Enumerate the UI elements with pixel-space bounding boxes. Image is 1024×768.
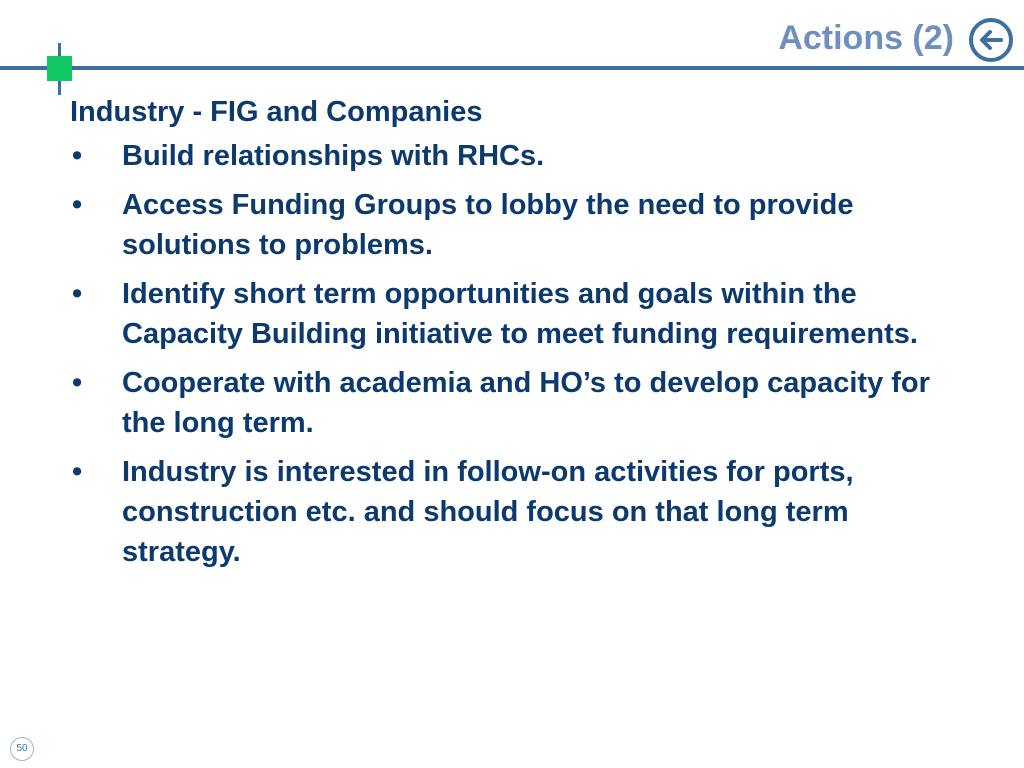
bullet-text: Build relationships with RHCs. (122, 140, 545, 172)
bullet-icon: • (72, 456, 83, 488)
bullet-item (70, 363, 950, 443)
bullet-item (70, 274, 950, 354)
bullet-text: Industry is interested in follow-on activities for ports, construction etc. and should focus on that long term strategy. (122, 456, 854, 568)
bullet-text: Access Funding Groups to lobby the need to provide solutions to problems. (122, 189, 854, 261)
slide-body (70, 94, 950, 581)
bullet-list (70, 136, 950, 572)
bullet-item (70, 452, 950, 572)
page-number-badge: 50 (10, 737, 34, 761)
slide-title: Actions (2) (778, 19, 954, 57)
bullet-icon: • (72, 278, 83, 310)
bullet-text: Cooperate with academia and HO’s to develop capacity for the long term. (122, 367, 930, 439)
bullet-text: Identify short term opportunities and goals within the Capacity Building initiative to meet funding requirements. (122, 278, 918, 350)
bullet-icon: • (72, 140, 83, 172)
back-button[interactable] (968, 17, 1014, 63)
bullet-item (70, 136, 950, 176)
section-heading: Industry - FIG and Companies (70, 96, 483, 128)
bullet-item (70, 185, 950, 265)
divider-green-marker (47, 56, 72, 81)
bullet-icon: • (72, 367, 83, 399)
back-arrow-circle-icon (968, 17, 1014, 63)
bullet-icon: • (72, 189, 83, 221)
header-divider (0, 66, 1024, 70)
